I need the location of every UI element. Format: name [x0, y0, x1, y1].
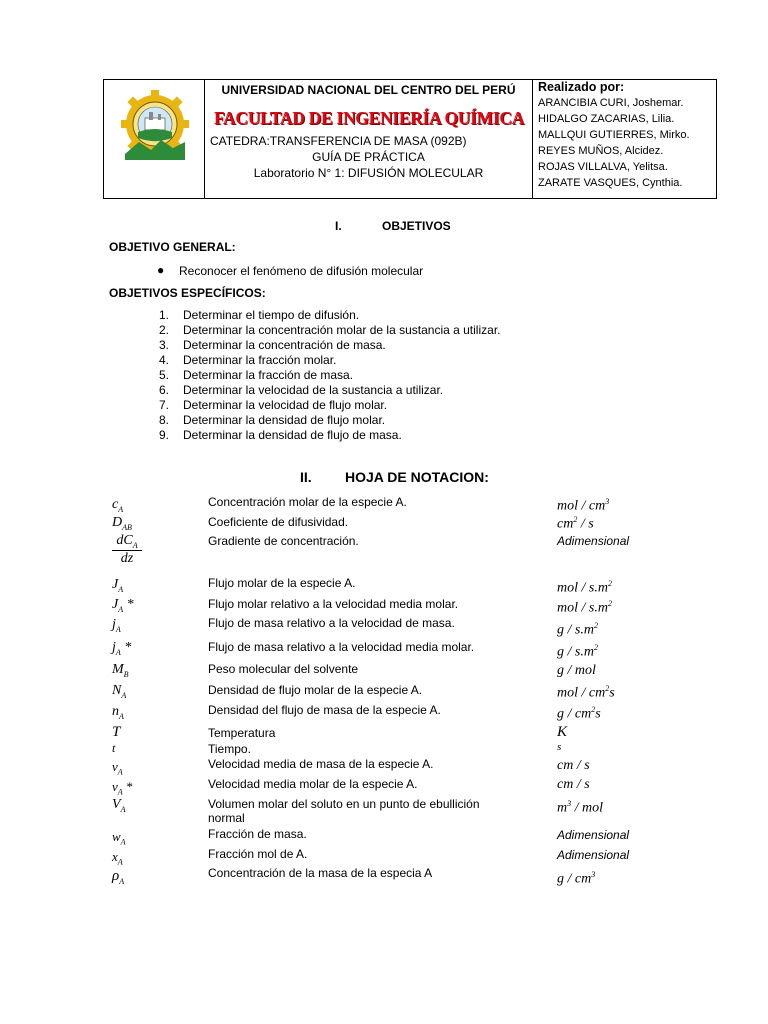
- university-name: UNIVERSIDAD NACIONAL DEL CENTRO DEL PERÚ: [221, 83, 516, 97]
- list-item: Determinar la concentración de masa.: [183, 338, 386, 352]
- column-divider: [532, 80, 533, 198]
- notation-description: Concentración de la masa de la especia A: [208, 866, 433, 880]
- notation-unit: g / $cm^2s$: [557, 705, 601, 722]
- author-name: HIDALGO ZACARIAS, Lilia.: [538, 113, 675, 125]
- notation-unit: Adimensional: [557, 534, 630, 548]
- notation-description: Tiempo.: [208, 742, 251, 756]
- section-title: OBJETIVOS: [382, 219, 451, 233]
- notation-description: Volumen molar del soluto en un punto de ebullición: [208, 797, 480, 811]
- list-number: 7.: [158, 398, 169, 412]
- notation-symbol: $\rho_A$: [112, 868, 125, 886]
- notation-description: Gradiente de concentración.: [208, 534, 359, 548]
- notation-description: Fracción de masa.: [208, 827, 307, 841]
- notation-description: Flujo molar de la especie A.: [208, 576, 356, 590]
- list-number: 5.: [158, 368, 169, 382]
- list-item: Determinar la densidad de flujo molar.: [183, 413, 386, 427]
- list-number: 8.: [158, 413, 169, 427]
- university-logo-icon: [121, 90, 189, 160]
- notation-unit: $m^3$ / mol: [557, 799, 604, 816]
- faculty-title: FACULTAD DE INGENIERÍA QUÍMICA: [213, 108, 525, 128]
- notation-description: Temperatura: [208, 726, 276, 740]
- notation-description: Velocidad media de masa de la especie A.: [208, 757, 434, 771]
- notation-symbol: $N_A$: [112, 683, 127, 700]
- author-name: REYES MUÑOS, Alcidez.: [538, 145, 664, 157]
- list-item: Determinar la velocidad de flujo molar.: [183, 398, 388, 412]
- notation-unit: Adimensional: [557, 828, 630, 842]
- notation-unit: $cm^2$ / s: [557, 515, 594, 532]
- list-number: 3.: [158, 338, 169, 352]
- notation-symbol: $v_A$ *: [112, 779, 133, 797]
- notation-description: Fracción mol de A.: [208, 847, 308, 861]
- list-item: Determinar la concentración molar de la sustancia a utilizar.: [183, 323, 501, 337]
- list-item: Determinar la velocidad de la sustancia a utilizar.: [183, 383, 444, 397]
- notation-symbol: T: [112, 724, 121, 740]
- notation-unit: mol / $cm^3$: [557, 497, 610, 514]
- notation-description: Velocidad media molar de la especie A.: [208, 777, 418, 791]
- notation-unit: s: [557, 741, 562, 753]
- author-name: MALLQUI GUTIERRES, Mirko.: [538, 129, 690, 141]
- notation-unit: g / mol: [557, 663, 596, 678]
- notation-symbol: $V_A$: [112, 797, 126, 814]
- notation-unit: cm / s: [557, 777, 590, 792]
- list-number: 4.: [158, 353, 169, 367]
- notation-symbol: $dC_A$ dz: [112, 533, 142, 567]
- notation-description: Concentración molar de la especie A.: [208, 495, 407, 509]
- notation-description: Coeficiente de difusividad.: [208, 515, 349, 529]
- notation-symbol: $n_A$: [112, 704, 124, 721]
- list-number: 2.: [158, 323, 169, 337]
- notation-symbol: $c_A$: [112, 497, 124, 514]
- notation-symbol: $D_{AB}$: [112, 515, 132, 532]
- notation-unit: g / $s.m^2$: [557, 643, 598, 660]
- list-number: 9.: [158, 428, 169, 442]
- general-objective-item: Reconocer el fenómeno de difusión molecular: [179, 264, 424, 278]
- specific-objectives-heading: OBJETIVOS ESPECÍFICOS:: [109, 286, 266, 300]
- list-item: Determinar la fracción molar.: [183, 353, 337, 367]
- notation-symbol: t: [112, 741, 116, 755]
- notation-unit: g / $s.m^2$: [557, 621, 598, 638]
- general-objective-heading: OBJETIVO GENERAL:: [109, 240, 236, 254]
- notation-description: Densidad de flujo molar de la especie A.: [208, 683, 423, 697]
- guide-label: GUÍA DE PRÁCTICA: [312, 150, 425, 164]
- notation-unit: cm / s: [557, 758, 590, 773]
- notation-description: Densidad del flujo de masa de la especie A.: [208, 703, 441, 717]
- list-number: 6.: [158, 383, 169, 397]
- notation-symbol: $x_A$: [112, 849, 123, 867]
- notation-unit: g / $cm^3$: [557, 870, 596, 887]
- notation-unit: mol / $cm^2s$: [557, 684, 615, 701]
- notation-symbol: $M_B$: [112, 662, 129, 679]
- notation-description-continued: normal: [208, 811, 245, 825]
- notation-symbol: $J_A$: [112, 577, 124, 594]
- list-item: Determinar el tiempo de difusión.: [183, 308, 360, 322]
- notation-symbol: $J_A$ *: [112, 597, 134, 614]
- notation-symbol: $v_A$: [112, 759, 123, 777]
- notation-description: Flujo molar relativo a la velocidad media molar.: [208, 597, 459, 611]
- section-number: I.: [335, 219, 342, 233]
- notation-description: Peso molecular del solvente: [208, 662, 359, 676]
- notation-symbol: $j_A$ *: [112, 640, 132, 657]
- notation-description: Flujo de masa relativo a la velocidad de masa.: [208, 616, 455, 630]
- section-number: II.: [300, 469, 312, 485]
- course-name: CATEDRA:TRANSFERENCIA DE MASA (092B): [210, 134, 467, 148]
- notation-unit: Adimensional: [557, 848, 630, 862]
- list-item: Determinar la fracción de masa.: [183, 368, 354, 382]
- lab-title: Laboratorio N° 1: DIFUSIÓN MOLECULAR: [253, 166, 484, 180]
- notation-unit: mol / $s.m^2$: [557, 579, 612, 596]
- notation-unit: K: [557, 724, 568, 740]
- header-table: [103, 79, 717, 199]
- notation-symbol: $w_A$: [112, 829, 126, 847]
- list-number: 1.: [158, 308, 169, 322]
- author-name: ROJAS VILLALVA, Yelitsa.: [538, 161, 668, 173]
- made-by-label: Realizado por:: [538, 80, 625, 94]
- author-name: ZARATE VASQUES, Cynthia.: [538, 177, 683, 189]
- notation-description: Flujo de masa relativo a la velocidad media molar.: [208, 640, 475, 654]
- bullet-icon: ●: [157, 263, 165, 277]
- notation-symbol: $j_A$: [112, 617, 121, 634]
- notation-unit: mol / $s.m^2$: [557, 599, 612, 616]
- author-name: ARANCIBIA CURI, Joshemar.: [538, 97, 684, 109]
- list-item: Determinar la densidad de flujo de masa.: [183, 428, 402, 442]
- section-title: HOJA DE NOTACION:: [345, 469, 489, 485]
